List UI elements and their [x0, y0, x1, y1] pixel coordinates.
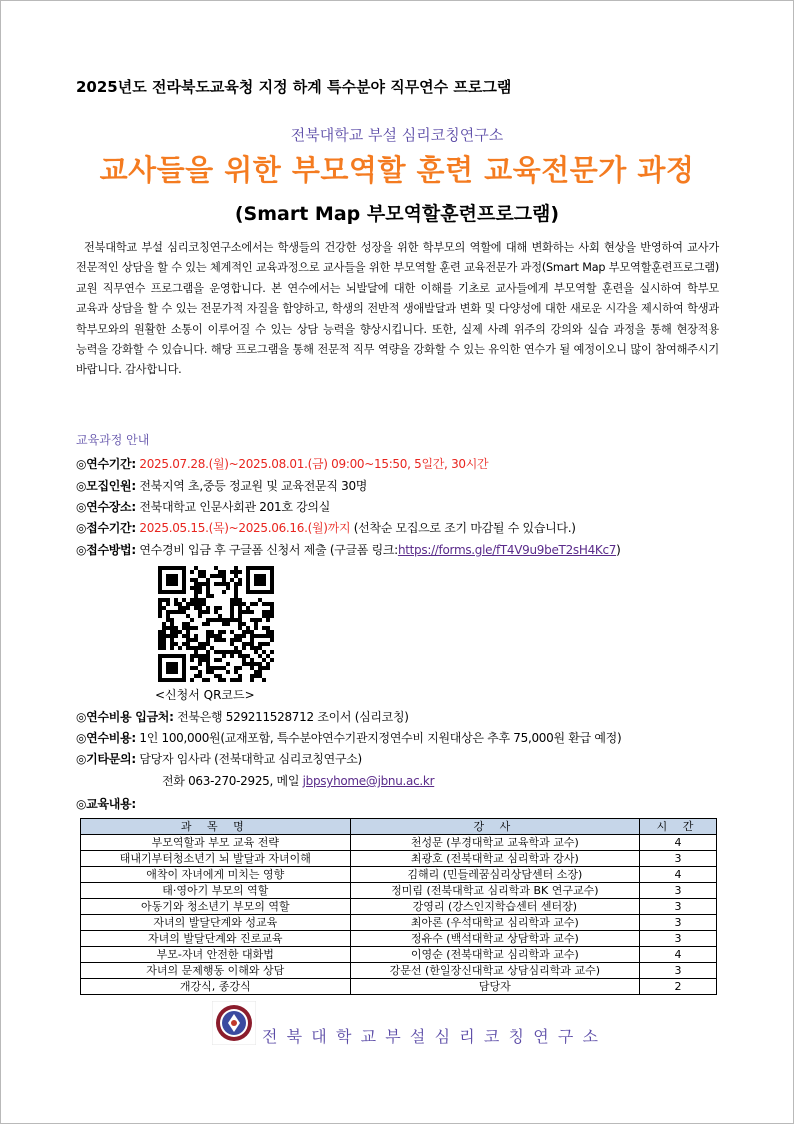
info-recruit-value: 전북지역 초,중등 정교원 및 교육전문직 30명	[139, 479, 368, 493]
info-apply-period-label: ◎접수기간:	[76, 521, 136, 535]
info-fee-label: ◎연수비용:	[76, 731, 136, 745]
cell-subject: 자녀의 문제행동 이해와 상담	[81, 963, 351, 979]
cell-subject: 태·영아기 부모의 역할	[81, 883, 351, 899]
table-row	[81, 947, 717, 963]
info-apply-method-close: )	[616, 543, 621, 557]
info-apply-period-note: (선착순 모집으로 조기 마감될 수 있습니다.)	[353, 521, 576, 535]
info-contact	[76, 750, 362, 767]
table-row	[81, 899, 717, 915]
cell-hours: 3	[640, 899, 717, 915]
footer-institute-name: 전북대학교부설심리코칭연구소	[262, 1027, 608, 1046]
info-content-label	[76, 795, 136, 812]
cell-instructor: 강문선 (한일장신대학교 상담심리학과 교수)	[350, 963, 640, 979]
cell-subject: 부모역할과 부모 교육 전략	[81, 835, 351, 851]
cell-hours: 3	[640, 851, 717, 867]
table-row	[81, 883, 717, 899]
info-fee	[76, 729, 621, 746]
cell-subject: 자녀의 발달단계와 성교육	[81, 915, 351, 931]
info-fee-value: 1인 100,000원(교재포함, 특수분야연수기관지정연수비 지원대상은 추후 75,000원 환급 예정)	[139, 731, 622, 745]
info-apply-period	[76, 519, 576, 536]
table-header-row	[81, 819, 717, 835]
info-contact-phone-text: 전화 063-270-2925, 메일	[162, 774, 300, 788]
info-recruit	[76, 477, 367, 494]
info-account-value: 전북은행 529211528712 조이서 (심리코칭)	[177, 710, 409, 724]
cell-instructor: 강영리 (강스인지학습센터 센터장)	[350, 899, 640, 915]
info-content-label-text: ◎교육내용:	[76, 797, 136, 811]
table-row	[81, 963, 717, 979]
info-place	[76, 498, 330, 515]
qr-code-icon[interactable]	[158, 566, 274, 682]
cell-subject: 태내기부터청소년기 뇌 발달과 자녀이해	[81, 851, 351, 867]
cell-hours: 4	[640, 947, 717, 963]
info-apply-method-label: ◎접수방법:	[76, 543, 136, 557]
university-seal-icon	[212, 1001, 256, 1045]
intro-paragraph: 전북대학교 부설 심리코칭연구소에서는 학생들의 건강한 성장을 위한 학부모의 역할에 대해 변화하는 사회 현상을 반영하여 교사가 전문적인 상담을 할 수 있는 체계적인 교육과정으로 교사들을 위한 부모역할 훈련 교육전문가 과정(Smart Map 부모역할훈련프로그램) 교원 직무연수 프로그램을 운영합니다. 본 연수에서는 뇌발달에 대한 이해를 기초로 교사들에게 부모역할 훈련을 실시하여 학부모 교육과 상담을 할 수 있는 전문가적 자질을 함양하고, 학생의 전반적 생애발달과 변화 및 다양성에 대한 새로운 시각을 제시하여 학생과 학부모와의 원활한 소통이 이루어질 수 있는 상담 능력을 향상시킵니다. 또한, 실제 사례 위주의 강의와 실습 과정을 통해 현장적용 능력을 강화할 수 있습니다. 해당 프로그램을 통해 전문적 직무 역량을 강화할 수 있는 유익한 연수가 될 예정이오니 많이 참여해주시기 바랍니다. 감사합니다.	[76, 241, 719, 377]
info-contact-label: ◎기타문의:	[76, 752, 136, 766]
header-subject: 과 목 명	[81, 819, 351, 835]
info-period-label: ◎연수기간:	[76, 457, 136, 471]
cell-hours: 3	[640, 963, 717, 979]
info-recruit-label: ◎모집인원:	[76, 479, 136, 493]
info-contact-value: 담당자 임사라 (전북대학교 심리코칭연구소)	[139, 752, 362, 766]
info-period-value: 2025.07.28.(월)~2025.08.01.(금) 09:00~15:50, 5일간, 30시간	[139, 457, 489, 471]
cell-instructor: 이영순 (전북대학교 심리학과 교수)	[350, 947, 640, 963]
cell-instructor: 정유수 (백석대학교 상담학과 교수)	[350, 931, 640, 947]
cell-subject: 자녀의 발달단계와 진로교육	[81, 931, 351, 947]
info-apply-period-value: 2025.05.15.(목)~2025.06.16.(월)까지	[139, 521, 351, 535]
contact-email-link[interactable]: jbpsyhome@jbnu.ac.kr	[302, 774, 435, 788]
info-place-label: ◎연수장소:	[76, 500, 136, 514]
header-instructor: 강 사	[350, 819, 640, 835]
cell-hours: 3	[640, 883, 717, 899]
cell-instructor: 담당자	[350, 979, 640, 995]
section-label: 교육과정 안내	[76, 433, 150, 447]
cell-subject: 부모-자녀 안전한 대화법	[81, 947, 351, 963]
cell-hours: 4	[640, 835, 717, 851]
cell-instructor: 정미림 (전북대학교 심리학과 BK 연구교수)	[350, 883, 640, 899]
table-row	[81, 979, 717, 995]
info-account-label: ◎연수비용 입금처:	[76, 710, 174, 724]
cell-hours: 4	[640, 867, 717, 883]
cell-subject: 애착이 자녀에게 미치는 영향	[81, 867, 351, 883]
program-header: 2025년도 전라북도교육청 지정 하계 특수분야 직무연수 프로그램	[76, 78, 512, 96]
google-form-link[interactable]: https://forms.gle/fT4V9u9beT2sH4Kc7	[397, 543, 617, 557]
course-subtitle: (Smart Map 부모역할훈련프로그램)	[234, 203, 560, 225]
info-apply-method-value: 연수경비 입금 후 구글폼 신청서 제출 (구글폼 링크:	[139, 543, 398, 557]
cell-instructor: 최광호 (전북대학교 심리학과 강사)	[350, 851, 640, 867]
info-apply-method	[76, 541, 621, 558]
curriculum-table	[80, 818, 717, 995]
info-contact-phone	[162, 772, 434, 789]
info-account	[76, 708, 409, 725]
institute-subtitle: 전북대학교 부설 심리코칭연구소	[290, 126, 504, 144]
cell-subject: 아동기와 청소년기 부모의 역할	[81, 899, 351, 915]
cell-instructor: 천성문 (부경대학교 교육학과 교수)	[350, 835, 640, 851]
info-period	[76, 455, 488, 472]
cell-hours: 3	[640, 915, 717, 931]
cell-hours: 2	[640, 979, 717, 995]
header-hours: 시 간	[640, 819, 717, 835]
qr-caption: <신청서 QR코드>	[155, 688, 255, 702]
table-row	[81, 931, 717, 947]
cell-hours: 3	[640, 931, 717, 947]
cell-instructor: 김해리 (민들레꿈심리상담센터 소장)	[350, 867, 640, 883]
table-row	[81, 867, 717, 883]
cell-instructor: 최아론 (우석대학교 심리학과 교수)	[350, 915, 640, 931]
cell-subject: 개강식, 종강식	[81, 979, 351, 995]
table-row	[81, 915, 717, 931]
course-title: 교사들을 위한 부모역할 훈련 교육전문가 과정	[99, 153, 695, 187]
info-place-value: 전북대학교 인문사회관 201호 강의실	[139, 500, 330, 514]
table-row	[81, 851, 717, 867]
table-row	[81, 835, 717, 851]
